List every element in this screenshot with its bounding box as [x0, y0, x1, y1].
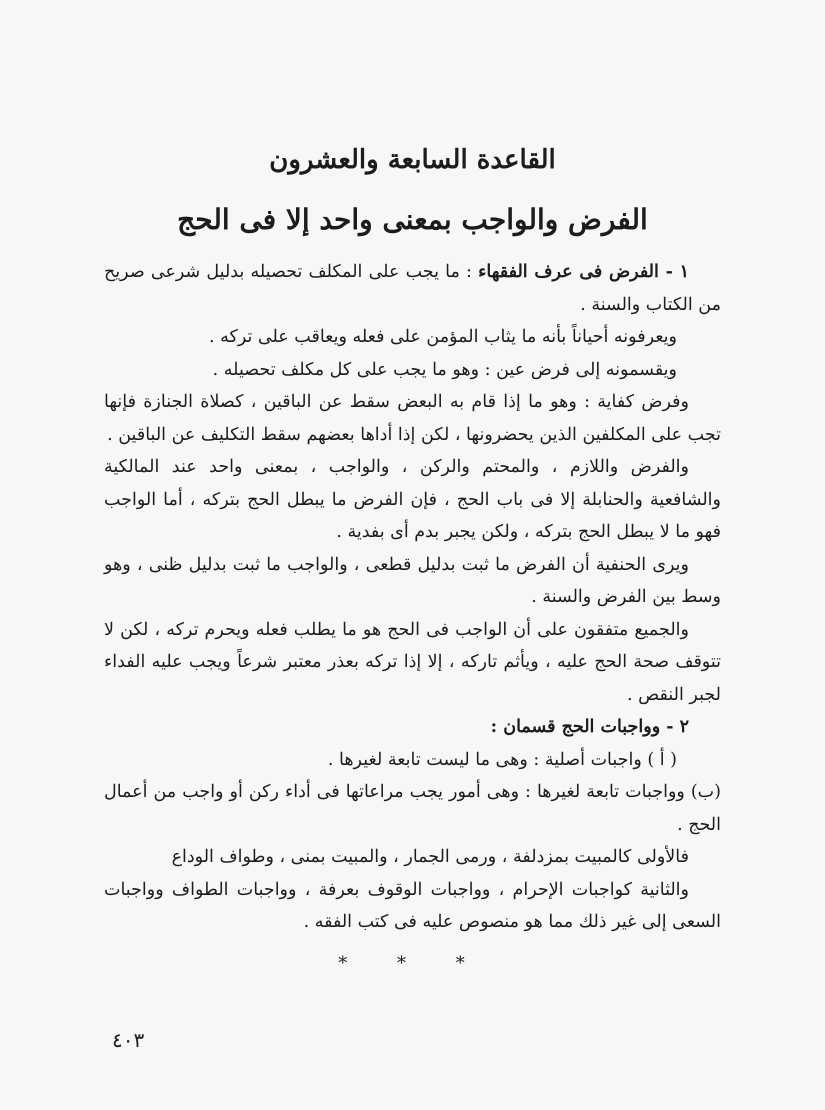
- paragraph-fard-ayn: ويقسمونه إلى فرض عين : وهو ما يجب على كل مكلف تحصيله .: [212, 359, 677, 380]
- paragraph-consensus: والجميع متفقون على أن الواجب فى الحج هو ما يطلب فعله ويحرم تركه ، لكن لا تتوقف صحة الحج عليه ، ويأثم تاركه ، إلا إذا تركه بعذر معتبر شرعاً ويجب عليه الفداء لجبر النقص .: [104, 619, 721, 705]
- section1-paragraph: [104, 256, 721, 321]
- paragraph-definition: ويعرفونه أحياناً بأنه ما يثاب المؤمن على فعله ويعاقب على تركه .: [208, 327, 677, 347]
- section1-text: : ما يجب على المكلف تحصيله بدليل شرعى صريح من الكتاب والسنة .: [104, 262, 721, 315]
- section2-item-a: ( أ ) واجبات أصلية : وهى ما ليست تابعة لغيرها .: [327, 749, 677, 770]
- page-content: [104, 140, 721, 979]
- section2-second-examples: والثانية كواجبات الإحرام ، وواجبات الوقوف بعرفة ، وواجبات الطواف وواجبات السعى إلى غير ذلك مما هو منصوص عليه فى كتب الفقه .: [104, 879, 721, 932]
- chapter-heading: القاعدة السابعة والعشرون: [269, 145, 556, 175]
- section-divider: * * *: [338, 952, 487, 974]
- section2-title: ٢ - وواجبات الحج قسمان :: [490, 717, 689, 737]
- chapter-subheading: الفرض والواجب بمعنى واحد إلا فى الحج: [177, 203, 648, 236]
- section1-lead: الفرض فى عرف الفقهاء: [478, 262, 659, 282]
- page-number: ٤٠٣: [112, 1028, 145, 1052]
- section1-number: ١ -: [658, 262, 690, 282]
- paragraph-schools: والفرض واللازم ، والمحتم والركن ، والواجب ، بمعنى واحد عند المالكية والشافعية والحنابلة إلا فى باب الحج ، فإن الفرض ما يبطل الحج بتركه ، أما الواجب فهو ما لا يبطل الحج بتركه ، ولكن يجبر بدم أى بفدية .: [104, 457, 721, 542]
- section2-item-b: (ب) وواجبات تابعة لغيرها : وهى أمور يجب مراعاتها فى أداء ركن أو واجب من أعمال الحج .: [104, 782, 721, 835]
- paragraph-hanafi: ويرى الحنفية أن الفرض ما ثبت بدليل قطعى ، والواجب ما ثبت بدليل ظنى ، وهو وسط بين الفرض والسنة .: [104, 554, 721, 607]
- paragraph-fard-kifaya: وفرض كفاية : وهو ما إذا قام به البعض سقط عن الباقين ، كصلاة الجنازة فإنها تجب على المكلفين الذين يحضرونها ، لكن إذا أداها بعضهم سقط التكليف عن الباقين .: [104, 392, 721, 445]
- section2-first-examples: فالأولى كالمبيت بمزدلفة ، ورمى الجمار ، والمبيت بمنى ، وطواف الوداع: [171, 847, 689, 867]
